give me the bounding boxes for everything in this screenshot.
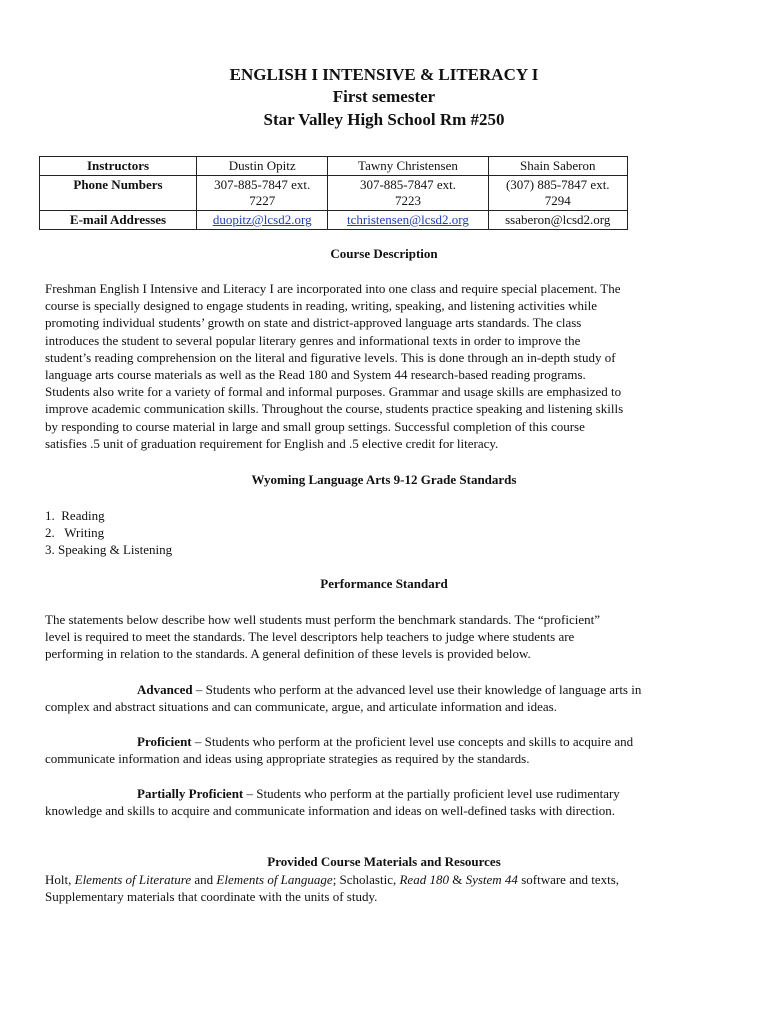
email-link[interactable]: duopitz@lcsd2.org: [212, 212, 312, 227]
standards-heading: Wyoming Language Arts 9-12 Grade Standards: [251, 472, 517, 487]
text-run: ; Scholastic,: [332, 872, 400, 887]
level-text: – Students who perform at the proficient level use concepts and skills to acquire and: [191, 734, 634, 749]
table-row: [40, 176, 628, 211]
email-text: ssaberon@lcsd2.org: [505, 212, 611, 227]
text-run: software and texts,: [517, 872, 620, 887]
text-line: by responding to course material in large and small group settings. Successful completion of this course: [45, 418, 585, 434]
instructor-phone: [488, 176, 627, 211]
instructor-email-cell: [197, 211, 328, 230]
standards-list: [45, 507, 172, 559]
list-item: 2. Writing: [45, 525, 105, 541]
text-line: Freshman English I Intensive and Literacy I are incorporated into one class and require special placement. The: [45, 281, 621, 296]
instructor-name: Dustin Opitz: [197, 157, 328, 176]
phone-ext: 7227: [249, 193, 276, 208]
text-run: and: [191, 872, 217, 887]
level-label: Partially Proficient: [137, 786, 244, 801]
text-line: language arts course materials as well as the Read 180 and System 44 research-based reading programs.: [45, 367, 586, 383]
program-title: System 44: [465, 872, 518, 887]
course-description-heading: Course Description: [330, 246, 438, 261]
level-text: complex and abstract situations and can communicate, argue, and articulate information and ideas.: [45, 699, 557, 715]
phone-line: 307-885-7847 ext.: [359, 177, 456, 192]
program-title: Read 180: [399, 872, 449, 887]
school-room: Star Valley High School Rm #250: [263, 110, 505, 129]
email-link[interactable]: tchristensen@lcsd2.org: [347, 212, 469, 227]
text-run: &: [448, 872, 466, 887]
text-run: Holt,: [45, 872, 75, 887]
level-text: – Students who perform at the partially proficient level use rudimentary: [243, 786, 620, 801]
instructor-name: Tawny Christensen: [328, 157, 488, 176]
phone-line: 307-885-7847 ext.: [214, 177, 311, 192]
row-label-instructors: Instructors: [40, 157, 197, 176]
table-row: [40, 157, 628, 176]
row-label-phone: Phone Numbers: [40, 176, 197, 211]
semester-label: First semester: [332, 87, 436, 106]
course-title: ENGLISH I INTENSIVE & LITERACY I: [229, 65, 539, 84]
materials-body: [45, 871, 735, 905]
level-text: knowledge and skills to acquire and communicate information and ideas on well-defined tasks with direction.: [45, 803, 616, 819]
row-label-email: E-mail Addresses: [40, 211, 197, 230]
level-advanced: [45, 681, 735, 715]
list-item: 3. Speaking & Listening: [45, 542, 173, 558]
document-header: [0, 64, 768, 132]
text-line: course is specially designed to engage students in reading, writing, speaking, and listening activities while: [45, 298, 598, 314]
level-label: Advanced: [137, 682, 193, 697]
text-line: introduces the student to several popular literary genres and informational texts in order to improve the: [45, 332, 581, 348]
text-line: improve academic communication skills. Throughout the course, students practice speaking and listening skills: [45, 401, 624, 417]
instructor-phone: [328, 176, 488, 211]
instructor-name: Shain Saberon: [488, 157, 627, 176]
instructor-phone: [197, 176, 328, 211]
text-line: satisfies .5 unit of graduation requirement for English and .5 elective credit for literacy.: [45, 435, 499, 451]
performance-heading: Performance Standard: [320, 576, 448, 591]
text-line: promoting individual students’ growth on state and district-approved language arts standards. The class: [45, 315, 582, 331]
level-text: – Students who perform at the advanced level use their knowledge of language arts in: [192, 682, 642, 697]
text-line: Supplementary materials that coordinate with the units of study.: [45, 889, 378, 905]
table-row: [40, 211, 628, 230]
phone-line: (307) 885-7847 ext.: [505, 177, 610, 192]
text-line: performing in relation to the standards. A general definition of these levels is provided below.: [45, 646, 531, 662]
text-line: level is required to meet the standards. The level descriptors help teachers to judge where students are: [45, 629, 575, 645]
phone-ext: 7294: [544, 193, 571, 208]
level-proficient: [45, 733, 735, 767]
phone-ext: 7223: [394, 193, 421, 208]
book-title: Elements of Literature: [74, 872, 192, 887]
instructor-contact-table: [39, 156, 628, 230]
level-partially-proficient: [45, 785, 735, 819]
text-line: [45, 871, 735, 888]
course-description-body: [45, 280, 735, 452]
level-label: Proficient: [137, 734, 192, 749]
performance-intro: [45, 611, 735, 663]
text-line: student’s reading comprehension on the literal and figurative levels. This is done through an in-depth study of: [45, 349, 616, 365]
text-line: The statements below describe how well students must perform the benchmark standards. The “proficient”: [45, 612, 600, 627]
book-title: Elements of Language: [216, 872, 333, 887]
level-text: communicate information and ideas using appropriate strategies as required by the standards.: [45, 751, 530, 767]
materials-heading: Provided Course Materials and Resources: [267, 854, 501, 869]
list-item: 1. Reading: [45, 508, 105, 523]
instructor-email-cell: [328, 211, 488, 230]
text-line: Students also write for a variety of formal and informal purposes. Grammar and usage skills are emphasized to: [45, 384, 622, 400]
instructor-email-cell: [488, 211, 627, 230]
